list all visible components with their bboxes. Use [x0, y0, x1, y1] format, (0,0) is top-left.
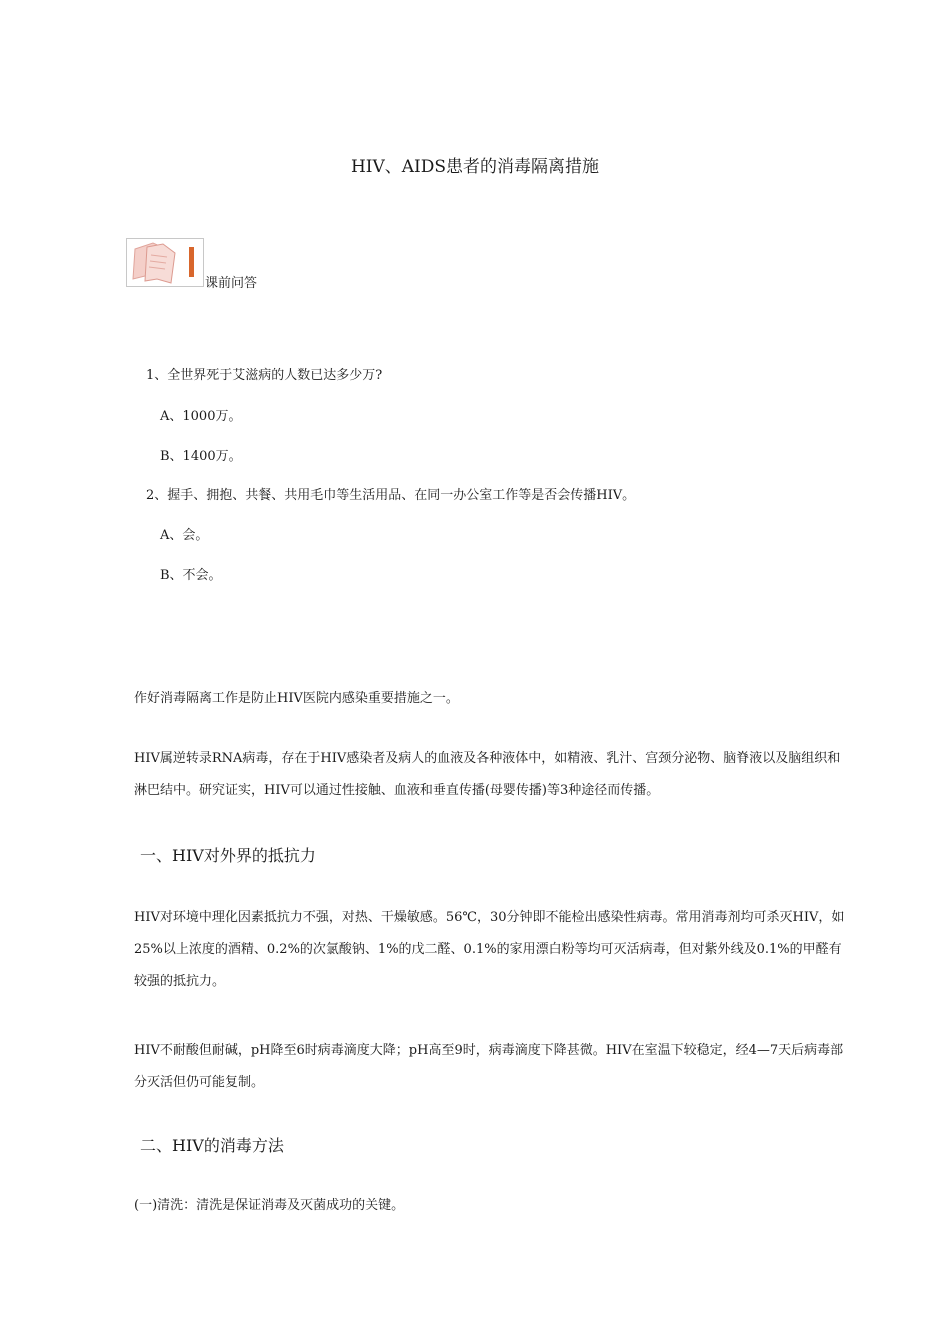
intro-paragraph: 作好消毒隔离工作是防止HIV医院内感染重要措施之一。: [134, 691, 459, 706]
question-1: 1、全世界死于艾滋病的人数已达多少万?: [146, 368, 383, 383]
heading-resistance: 一、HIV对外界的抵抗力: [140, 846, 316, 865]
paragraph-resistance: HIV对环境中理化因素抵抗力不强，对热、干燥敏感。56℃，30分钟即不能检出感染性病毒。常用消毒剂均可杀灭HIV，如25%以上浓度的酒精、0.2%的次氯酸钠、1%的戊二醛、0.1%的家用漂白粉等均可灭活病毒，但对紫外线及0.1%的甲醛有较强的抵抗力。: [134, 910, 845, 989]
question-2-option-b: B、不会。: [160, 568, 222, 583]
section-label: 课前问答: [205, 276, 258, 291]
paragraph-cleaning: (一)清洗：清洗是保证消毒及灭菌成功的关键。: [134, 1198, 405, 1213]
paragraph-hiv-overview: HIV属逆转录RNA病毒，存在于HIV感染者及病人的血液及各种液体中，如精液、乳汁、宫颈分泌物、脑脊液以及脑组织和淋巴结中。研究证实，HIV可以通过性接触、血液和垂直传播(母婴传播)等3种途径而传播。: [134, 751, 841, 798]
document-title: HIV、AIDS患者的消毒隔离措施: [350, 157, 600, 177]
heading-disinfection-methods: 二、HIV的消毒方法: [140, 1136, 284, 1155]
paragraph-ph-stability: HIV不耐酸但耐碱，pH降至6时病毒滴度大降；pH高至9时，病毒滴度下降甚微。HIV在室温下较稳定，经4—7天后病毒部分灭活但仍可能复制。: [134, 1043, 844, 1090]
book-pages-icon: [126, 238, 204, 287]
question-1-option-a: A、1000万。: [160, 409, 242, 424]
question-1-option-b: B、1400万。: [160, 449, 242, 464]
question-2-option-a: A、会。: [160, 528, 209, 543]
question-2: 2、握手、拥抱、共餐、共用毛巾等生活用品、在同一办公室工作等是否会传播HIV。: [146, 488, 636, 503]
